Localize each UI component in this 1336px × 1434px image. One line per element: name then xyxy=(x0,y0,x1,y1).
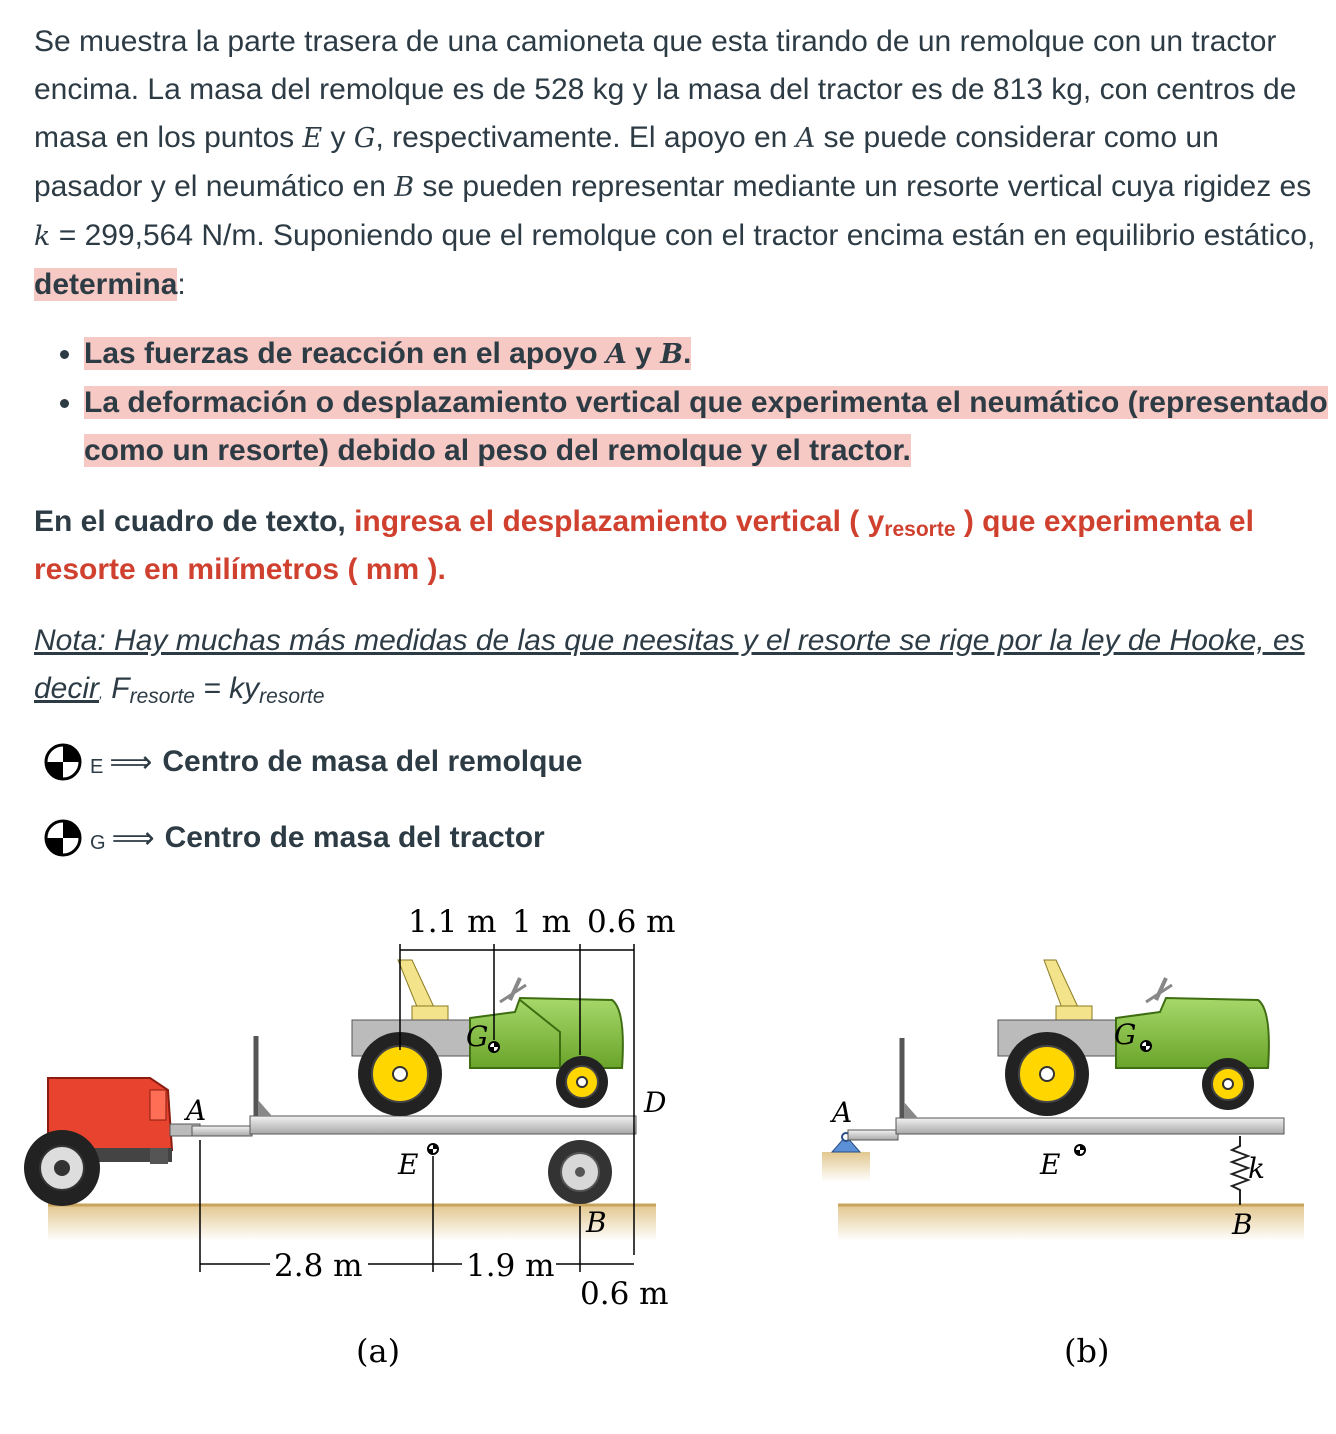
center-of-mass-icon xyxy=(44,819,82,857)
note-subscript: resorte xyxy=(259,685,325,708)
problem-text: se puede considerar como un pasador y el neumático en xyxy=(34,121,1219,203)
note-text: Nota: Hay muchas más medidas de las que neesitas y el resorte se rige por la ley de Hooke, es decir xyxy=(34,624,1305,705)
var-G: G xyxy=(353,123,376,154)
problem-text: = 299,564 N/m. Suponiendo que el remolque con el tractor encima están en equilibrio estático, xyxy=(50,219,1316,252)
trailer-deck xyxy=(250,1116,636,1134)
note-formula: F xyxy=(102,672,130,705)
var-A: A xyxy=(605,339,627,370)
task-list xyxy=(34,330,1336,475)
problem-text: Se muestra la parte trasera de una camioneta que esta tirando de un remolque con un tractor encima. La masa del remolque es de 528 kg y la masa del tractor es de 813 kg, con centros de masa en los puntos xyxy=(34,25,1297,154)
problem-text: : xyxy=(177,268,186,301)
implies-arrow-icon: ⟹ xyxy=(111,821,155,855)
var-k: k xyxy=(34,221,51,252)
label-G: G xyxy=(466,1020,489,1053)
figure-b xyxy=(822,960,1304,1370)
problem-statement xyxy=(34,18,1324,309)
determina-highlight: determina xyxy=(34,268,178,301)
caption-a: (a) xyxy=(356,1332,401,1370)
implies-arrow-icon: ⟹ xyxy=(109,745,153,779)
figure-a xyxy=(24,904,676,1370)
label-E: E xyxy=(1040,1148,1061,1181)
dim-1-9m: 1.9 m xyxy=(466,1248,555,1284)
var-B: B xyxy=(660,339,684,370)
label-k: k xyxy=(1248,1152,1265,1185)
trailer-figure xyxy=(0,880,1336,1420)
legend-letter: E xyxy=(90,755,104,778)
legend-text: Centro de masa del tractor xyxy=(164,821,545,854)
trailer-deck xyxy=(896,1118,1284,1134)
task-text: Las fuerzas de reacción en el apoyo xyxy=(84,337,606,370)
legend-item-E xyxy=(44,740,582,784)
label-G: G xyxy=(1114,1018,1137,1051)
label-D: D xyxy=(644,1086,667,1119)
instruction-red: ) que experimenta el resorte en milímetros ( mm ). xyxy=(34,505,1254,586)
legend-letter: G xyxy=(90,831,106,854)
task-text: La deformación o desplazamiento vertical que experimenta el neumático (representado como un resorte) debido al peso del remolque y el tractor. xyxy=(84,386,1328,467)
center-of-mass-icon xyxy=(44,743,82,781)
dim-2-8m: 2.8 m xyxy=(274,1248,363,1284)
note-formula: = ky xyxy=(194,672,260,705)
var-B: B xyxy=(394,172,415,203)
task-item-reactions xyxy=(84,330,1336,379)
label-B: B xyxy=(1232,1208,1253,1241)
caption-b: (b) xyxy=(1064,1332,1110,1370)
dim-1-1m: 1.1 m xyxy=(408,904,497,940)
problem-text: , respectivamente. El apoyo en xyxy=(375,121,796,154)
note xyxy=(34,617,1324,717)
legend-item-G xyxy=(44,816,545,860)
label-B: B xyxy=(586,1206,607,1239)
dim-0-6m-bottom: 0.6 m xyxy=(580,1276,669,1312)
legend-text: Centro de masa del remolque xyxy=(162,745,583,778)
task-text: . xyxy=(683,337,692,370)
instruction-red: ingresa el desplazamiento vertical ( y xyxy=(354,505,885,538)
problem-text: y xyxy=(322,121,354,154)
task-text: y xyxy=(626,337,661,370)
instruction-subscript: resorte xyxy=(884,518,956,541)
problem-text: se pueden representar mediante un resorte vertical cuya rigidez es xyxy=(414,170,1312,203)
dim-0-6m-top: 0.6 m xyxy=(587,904,676,940)
label-A: A xyxy=(832,1096,853,1129)
var-E: E xyxy=(302,123,323,154)
task-item-deformation xyxy=(84,379,1336,475)
note-comma: , xyxy=(99,685,103,701)
label-A: A xyxy=(186,1094,207,1127)
note-subscript: resorte xyxy=(129,685,195,708)
truck xyxy=(24,1078,200,1206)
dim-1m: 1 m xyxy=(512,904,571,940)
label-E: E xyxy=(398,1148,419,1181)
var-A: A xyxy=(795,123,816,154)
ground xyxy=(48,1205,656,1241)
instruction-lead: En el cuadro de texto, xyxy=(34,505,355,538)
spring-icon xyxy=(1232,1136,1248,1205)
instruction xyxy=(34,498,1324,594)
